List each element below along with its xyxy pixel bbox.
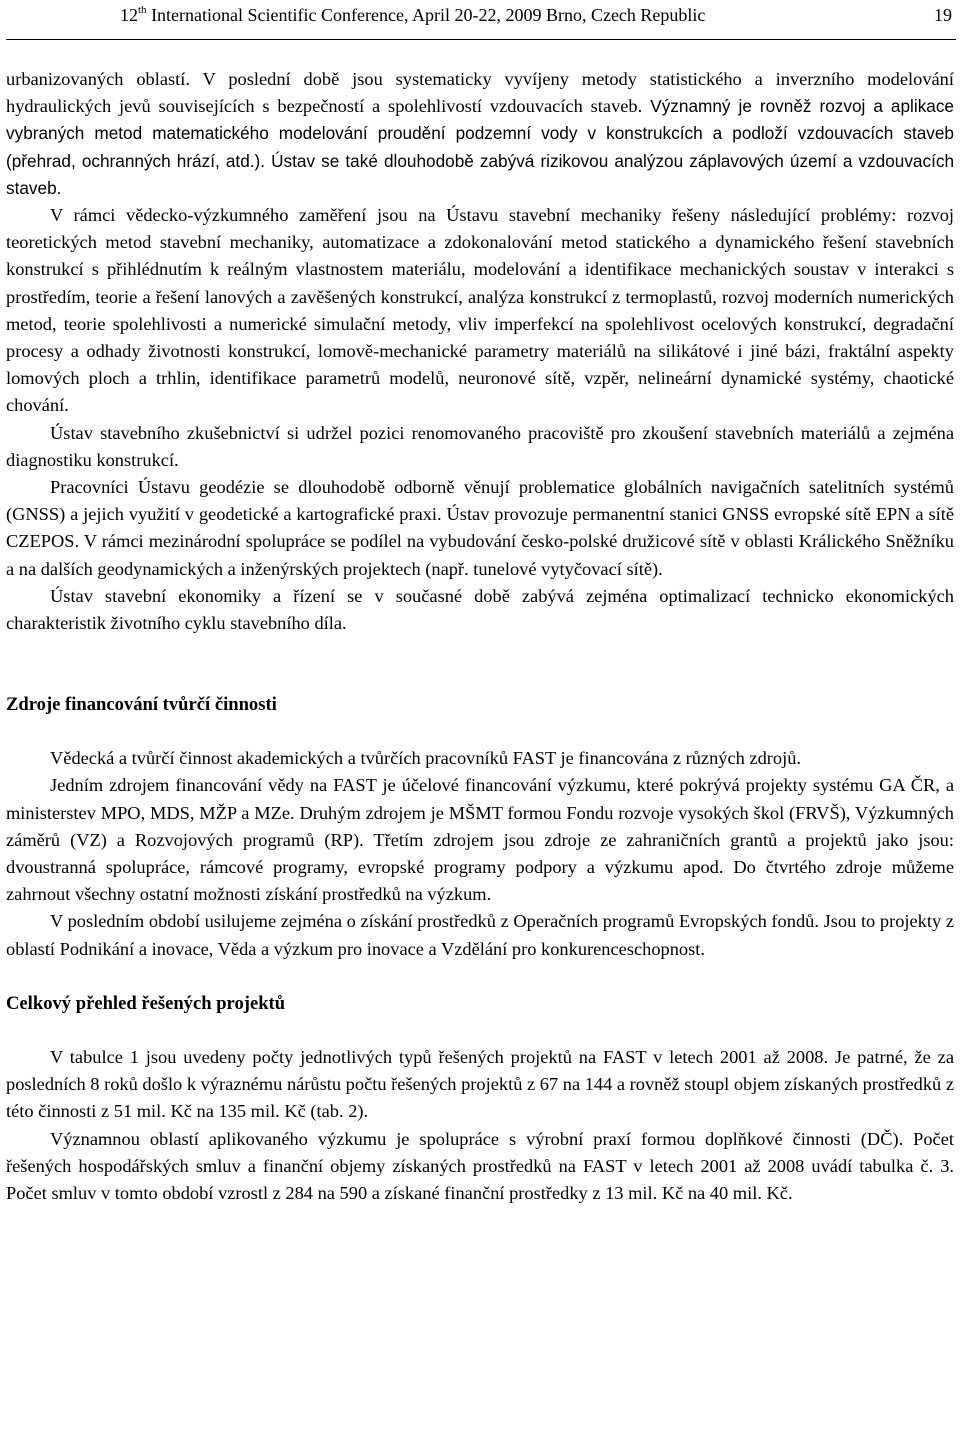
paragraph-applied-research: Významnou oblastí aplikovaného výzkumu je spolupráce s výrobní praxí formou doplňkové činnosti (DČ). Počet řešených hospodářských smluv a finanční objemy získaných prostředků na FAST v letech 2001 až 2008 uvádí tabulka č. 3. Počet smluv v tomto období vzrostl z 284 na 590 a získané finanční prostředky z 13 mil. Kč na 40 mil. Kč. <box>6 1128 954 1203</box>
spacer <box>6 963 954 990</box>
conference-title <box>120 4 705 26</box>
heading-funding: Zdroje financování tvůrčí činnosti <box>6 694 277 716</box>
paragraph-hydraulics <box>6 66 954 202</box>
spacer <box>6 1017 954 1044</box>
paragraph-projects-table: V tabulce 1 jsou uvedeny počty jednotlivých typů řešených projektů na FAST v letech 2001 až 2008. Je patrné, že za posledních 8 roků došlo k výraznému nárůstu počtu řešených projektů z 67 na 144 a rovněž stoupl objem získaných prostředků z této činnosti z 51 mil. Kč na 135 mil. Kč (tab. 2). <box>6 1046 954 1122</box>
header-divider <box>6 39 956 40</box>
conference-ordinal-suffix: th <box>138 4 147 16</box>
spacer <box>6 637 954 691</box>
conference-number: 12 <box>120 5 138 25</box>
page-number: 19 <box>934 5 952 25</box>
paragraph-funding-sources: Jedním zdrojem financování vědy na FAST je účelové financování výzkumu, které pokrývá projekty systému GA ČR, a ministerstev MPO, MDS, MŽP a MZe. Druhým zdrojem je MŠMT formou Fondu rozvoje vysokých škol (FRVŠ), Výzkumných záměrů (VZ) a Rozvojových programů (RP). Třetím zdrojem jsou zdroje ze zahraničních grantů a projektů jako jsou: dvoustranná spolupráce, rámcové programy, evropské programy podpory a výzkumu apod. Do čtvrtého zdroje můžeme zahrnout všechny ostatní možnosti získání prostředků na výzkum. <box>6 775 954 905</box>
heading-projects-overview: Celkový přehled řešených projektů <box>6 992 286 1014</box>
paragraph-hydraulics-part-1: urbanizovaných oblastí. V poslední době jsou systematicky vyvíjeny metody statistického a inverzního modelování hydraulických jevů souvisejících s bezpečností a spolehlivostí vzdouvacích staveb. <box>6 69 954 117</box>
paragraph-testing: Ústav stavebního zkušebnictví si udržel pozici renomovaného pracoviště pro zkoušení stavebních materiálů a zejména diagnostiku konstrukcí. <box>6 422 954 470</box>
paragraph-geodesy: Pracovníci Ústavu geodézie se dlouhodobě odborně věnují problematice globálních navigačních satelitních systémů (GNSS) a jejich využití v geodetické a kartografické praxi. Ústav provozuje permanentní stanici GNSS evropské sítě EPN a sítě CZEPOS. V rámci mezinárodní spolupráce se podílel na vybudování česko-polské družicové sítě v oblasti Králického Sněžníku a na dalších geodynamických a inženýrských projektech (např. tunelové vytyčovací sítě). <box>6 477 954 579</box>
paragraph-funding-intro: Vědecká a tvůrčí činnost akademických a tvůrčích pracovníků FAST je financována z různých zdrojů. <box>50 748 802 769</box>
paragraph-economics: Ústav stavební ekonomiky a řízení se v současné době zabývá zejména optimalizací technicko ekonomických charakteristik životního cyklu stavebního díla. <box>6 585 954 634</box>
paragraph-funding-operational: V posledním období usilujeme zejména o získání prostředků z Operačních programů Evropských fondů. Jsou to projekty z oblastí Podnikání a inovace, Věda a výzkum pro inovace a Vzdělání pro konkurenceschopnost. <box>6 911 954 959</box>
spacer <box>6 718 954 745</box>
paragraph-hydraulics-part-2: Významný je rovněž rozvoj a aplikace vybraných metod matematického modelování proudění podzemní vody v konstrukcích a podloží vzdouvacích staveb (přehrad, ochranných hrází, atd.). <box>6 96 954 171</box>
paragraph-structural-mechanics: V rámci vědecko-výzkumného zaměření jsou na Ústavu stavební mechaniky řešeny následující problémy: rozvoj teoretických metod stavební mechaniky, automatizace a zdokonalování metod statického a dynamického řešení stavebních konstrukcí s přihlédnutím k reálným vlastnostem materiálu, modelování a identifikace mechanických soustav v interakci s prostředím, teorie a řešení lanových a zavěšených konstrukcí, analýza konstrukcí z termoplastů, rozvoj moderních numerických metod, teorie spolehlivosti a numerické simulační metody, vliv imperfekcí na spolehlivost ocelových konstrukcí, degradační procesy a odhady životnosti konstrukcí, lomově-mechanické parametry materiálů na silikátové i jiné bázi, fraktální aspekty lomových ploch a trhlin, identifikace parametrů modelů, neuronové sítě, vzpěr, nelineární dynamické systémy, chaotické chování. <box>6 205 954 416</box>
page-header <box>0 0 960 40</box>
conference-title-text: International Scientific Conference, April 20-22, 2009 Brno, Czech Republic <box>146 5 706 25</box>
page-content <box>6 66 954 1207</box>
paragraph-hydraulics-part-3: Ústav se také dlouhodobě zabývá rizikovou analýzou záplavových území a vzdouvacích staveb. <box>6 150 955 198</box>
